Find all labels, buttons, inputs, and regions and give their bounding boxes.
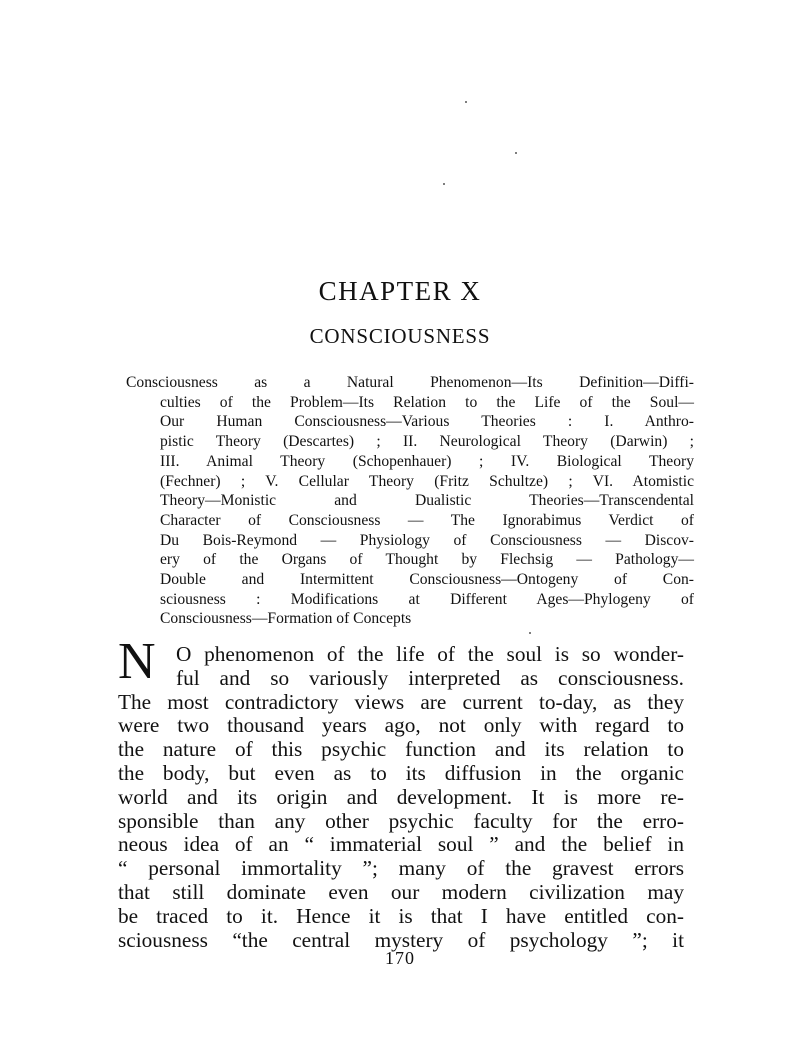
- body-line: ful and so variously interpreted as consciousness.: [176, 665, 684, 690]
- body-line: The most contradictory views are current to-day, as they: [118, 689, 684, 714]
- body-line: were two thousand years ago, not only with regard to: [118, 713, 684, 738]
- synopsis-line: (Fechner) ; V. Cellular Theory (Fritz Schultze) ; VI. Atomistic: [160, 472, 694, 490]
- synopsis-line: Our Human Consciousness—Various Theories : I. Anthro-: [160, 413, 694, 431]
- body-line: “ personal immortality ”; many of the gravest errors: [118, 856, 684, 881]
- body-line: world and its origin and development. It is more re-: [118, 784, 684, 809]
- synopsis-line: Consciousness as a Natural Phenomenon—Its Definition—Diffi-: [126, 374, 694, 391]
- body-line: sciousness “the central mystery of psychology ”; it: [118, 927, 684, 952]
- scan-speck: [443, 183, 445, 185]
- body-line: O phenomenon of the life of the soul is so wonder-: [176, 642, 684, 666]
- body-line: the body, but even as to its diffusion in the organic: [118, 760, 684, 785]
- chapter-title: CHAPTER X: [318, 276, 482, 306]
- body-line: the nature of this psychic function and its relation to: [118, 737, 684, 762]
- body-line: neous idea of an “ immaterial soul ” and the belief in: [118, 832, 684, 857]
- synopsis-line: sciousness : Modifications at Different Ages—Phylogeny of: [160, 590, 694, 608]
- chapter-subtitle: CONSCIOUSNESS: [309, 324, 491, 348]
- body-paragraph: [118, 643, 684, 952]
- scan-speck: [515, 152, 517, 154]
- page-number: 170: [385, 948, 415, 968]
- synopsis-line: Double and Intermittent Consciousness—Ontogeny of Con-: [160, 571, 694, 589]
- scan-speck: [529, 632, 531, 634]
- synopsis-line: Consciousness—Formation of Concepts: [160, 610, 412, 628]
- synopsis-line: pistic Theory (Descartes) ; II. Neurological Theory (Darwin) ;: [160, 433, 694, 451]
- synopsis-line: ery of the Organs of Thought by Flechsig — Pathology—: [160, 551, 694, 569]
- scan-speck: [465, 101, 467, 103]
- synopsis-line: culties of the Problem—Its Relation to the Life of the Soul—: [160, 393, 694, 411]
- chapter-synopsis: [126, 373, 694, 629]
- body-line: sponsible than any other psychic faculty for the erro-: [118, 808, 684, 833]
- synopsis-line: Du Bois-Reymond — Physiology of Consciousness — Discov-: [160, 531, 694, 549]
- synopsis-line: Theory—Monistic and Dualistic Theories—Transcendental: [160, 492, 694, 510]
- body-line: be traced to it. Hence it is that I have entitled con-: [118, 903, 684, 928]
- synopsis-line: Character of Consciousness — The Ignorabimus Verdict of: [160, 511, 694, 529]
- body-line: that still dominate even our modern civilization may: [118, 879, 684, 904]
- drop-cap: N: [118, 633, 156, 690]
- synopsis-line: III. Animal Theory (Schopenhauer) ; IV. Biological Theory: [160, 452, 694, 470]
